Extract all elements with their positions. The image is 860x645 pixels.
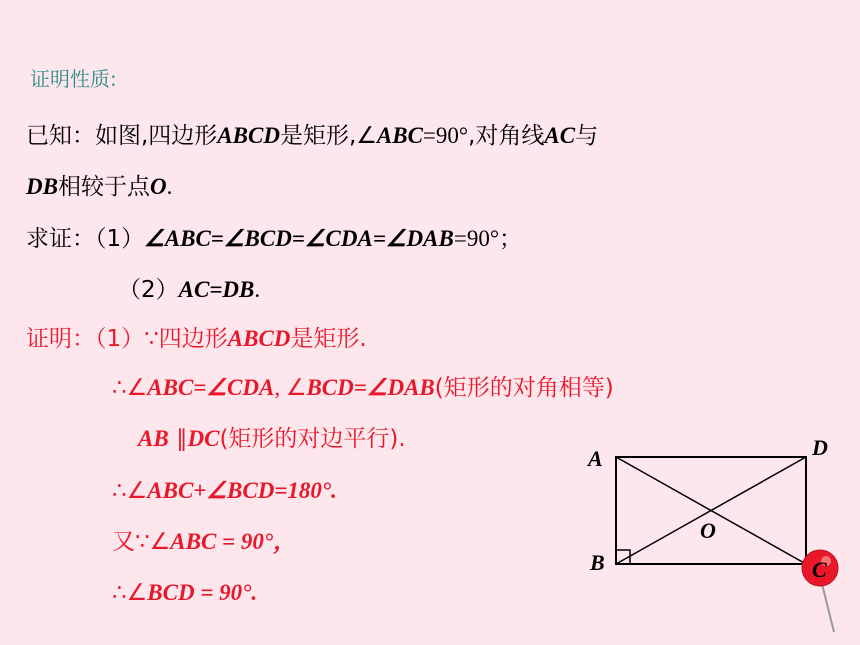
proof-segment: DC <box>187 426 220 451</box>
proof-segment: AB <box>138 426 169 451</box>
given-diagonal: DB <box>26 174 58 199</box>
proof-angle: ABC <box>147 478 194 503</box>
prove-item-number: （1） <box>95 226 145 252</box>
given-text: ,对角线 <box>468 123 545 149</box>
proof-text: =∠ <box>193 375 228 400</box>
prove-expression: AC=DB <box>178 277 255 302</box>
proof-angle: BCD <box>227 478 275 503</box>
proof-text: 又∵∠ <box>112 529 171 555</box>
proof-text: 是矩形. <box>290 326 367 352</box>
heading-text: 证明性质: <box>30 67 117 91</box>
given-quad-name: ABCD <box>217 123 280 148</box>
given-text: 相较于点 <box>57 174 150 200</box>
given-text: . <box>166 174 173 199</box>
prove-text: . <box>254 277 261 302</box>
given-value: =90° <box>422 123 469 148</box>
proof-text: +∠ <box>193 478 228 503</box>
label-o: O <box>700 518 716 543</box>
proof-angle: CDA <box>227 375 275 400</box>
proof-value: = 90°， <box>216 529 297 554</box>
prove-expression: ∠ABC=∠BCD=∠CDA=∠DAB <box>144 226 454 251</box>
proof-text: , ∠ <box>274 375 307 400</box>
proof-label: 证明： <box>26 326 95 352</box>
proof-text: ∵四边形 <box>144 326 228 352</box>
proof-angle: ABC <box>147 375 194 400</box>
pin-needle <box>822 584 834 632</box>
prove-label: 求证： <box>26 226 95 252</box>
given-text: 是矩形,∠ <box>279 123 377 149</box>
proof-item-number: （1） <box>95 326 145 352</box>
label-b: B <box>590 550 605 575</box>
parallel-symbol: ∥ <box>176 426 188 452</box>
proof-text: =∠ <box>353 375 388 400</box>
prove-item-number: （2） <box>118 277 179 303</box>
proof-value: =180°. <box>274 478 337 503</box>
proof-angle: ABC <box>170 529 217 554</box>
proof-reason: (矩形的对角相等) <box>434 375 614 401</box>
prove-value: =90°； <box>453 226 523 251</box>
given-text: 与 <box>575 123 599 149</box>
proof-text: ∴∠ <box>112 375 148 401</box>
proof-value: = 90°. <box>194 580 258 605</box>
given-diagonal: AC <box>544 123 576 148</box>
proof-reason: (矩形的对边平行). <box>219 426 406 452</box>
label-d: D <box>812 435 828 460</box>
label-c: C <box>812 557 827 582</box>
proof-text: ∴∠ <box>112 580 148 606</box>
proof-angle: DAB <box>387 375 435 400</box>
proof-text: ∴∠ <box>112 478 148 504</box>
given-point: O <box>149 174 167 199</box>
label-a: A <box>588 446 603 471</box>
given-angle: ABC <box>376 123 423 148</box>
proof-angle: BCD <box>306 375 354 400</box>
given-text: 已知：如图,四边形 <box>26 123 218 149</box>
proof-angle: BCD <box>147 580 195 605</box>
proof-quad-name: ABCD <box>227 326 291 351</box>
